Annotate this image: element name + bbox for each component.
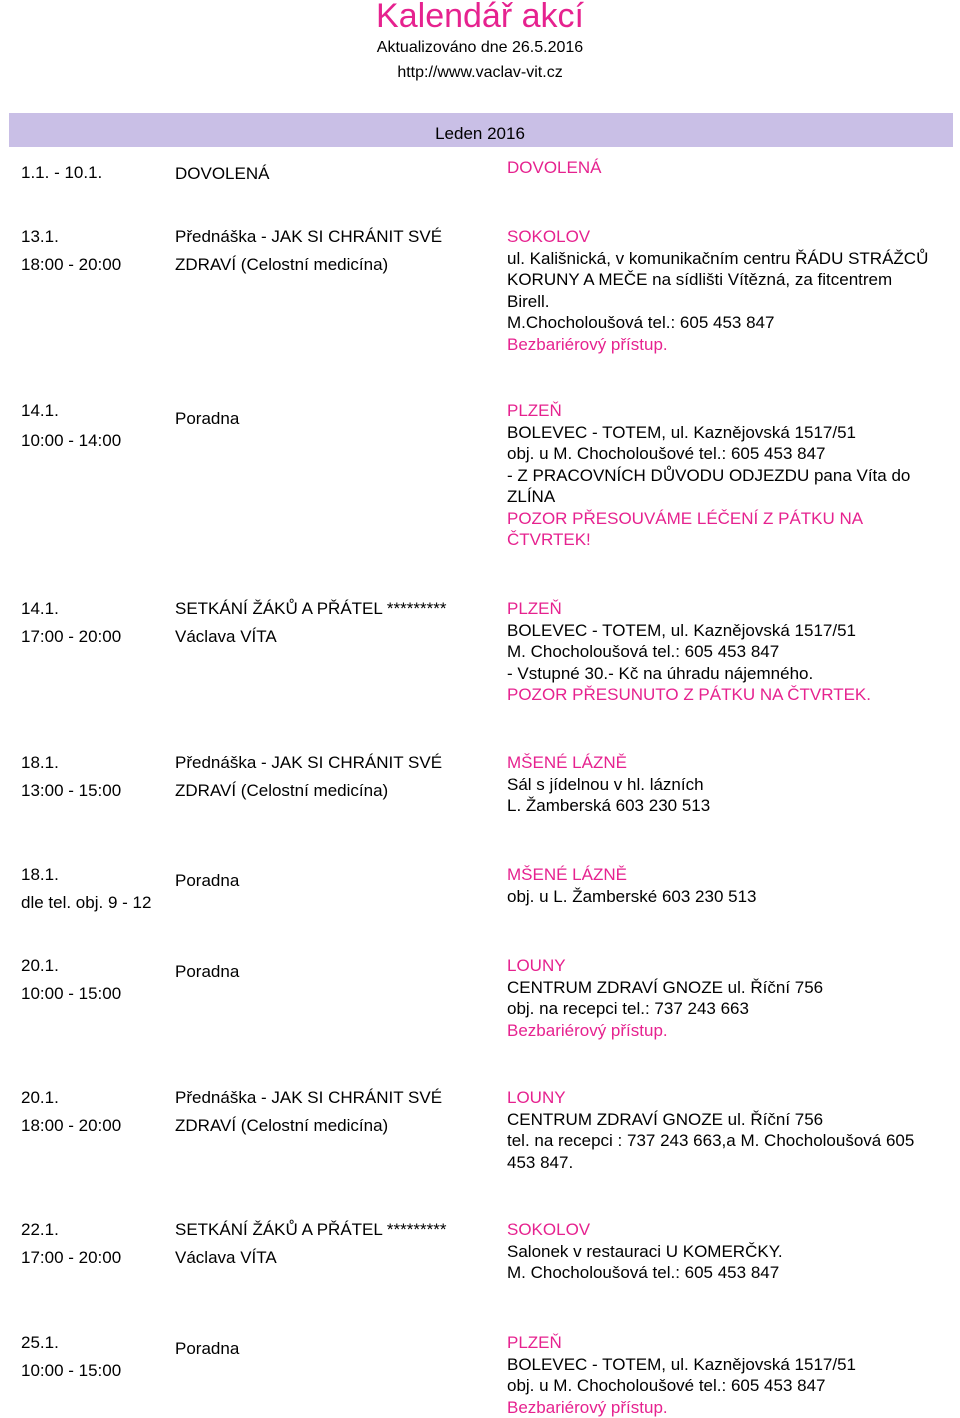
event-detail: CENTRUM ZDRAVÍ GNOZE ul. Říční 756 [507,1109,824,1129]
event-detail: M.Chocholoušová tel.: 605 453 847 [507,313,775,332]
event-location: LOUNY [507,956,566,975]
event-date: 13.1. [21,227,59,246]
event-name: Přednáška - JAK SI CHRÁNIT SVÉ [175,753,443,772]
event-time: dle tel. obj. 9 - 12 [21,893,152,912]
event-location: MŠENÉ LÁZNĚ [507,865,627,884]
event-date: 1.1. - 10.1. [21,163,103,182]
page-title: Kalendář akcí [376,0,584,35]
event-name: Přednáška - JAK SI CHRÁNIT SVÉ [175,227,443,246]
event-date: 14.1. [21,599,59,618]
event-name: Václava VÍTA [175,627,277,646]
event-name: SETKÁNÍ ŽÁKŮ A PŘÁTEL ********* [175,1220,447,1239]
event-name: DOVOLENÁ [175,164,270,183]
event-name: Václava VÍTA [175,1248,277,1267]
event-time: 10:00 - 15:00 [21,1361,122,1380]
event-time: 17:00 - 20:00 [21,1248,122,1267]
event-note: Bezbariérový přístup. [507,334,668,354]
event-name: ZDRAVÍ (Celostní medicína) [175,255,389,274]
page-header [0,0,960,83]
event-name: Přednáška - JAK SI CHRÁNIT SVÉ [175,1088,443,1107]
event-detail: ul. Kališnická, v komunikačním centru ŘÁDU STRÁŽCŮ [507,248,929,268]
event-time: 10:00 - 14:00 [21,431,122,450]
event-detail: ZLÍNA [507,487,556,506]
event-date: 20.1. [21,956,59,975]
event-location: LOUNY [507,1088,566,1107]
event-detail: tel. na recepci : 737 243 663,a M. Chocholoušová 605 [507,1131,915,1150]
event-note: Bezbariérový přístup. [507,1020,668,1040]
event-note: ČTVRTEK! [507,530,591,549]
event-location: SOKOLOV [507,227,591,246]
event-date: 18.1. [21,865,59,884]
event-name: Poradna [175,962,240,981]
event-location: PLZEŇ [507,599,562,618]
event-location: DOVOLENÁ [507,158,602,177]
event-name: Poradna [175,1339,240,1358]
event-name: Poradna [175,871,240,890]
website-link[interactable]: http://www.vaclav-vit.cz [397,64,563,81]
month-heading: Leden 2016 [435,124,525,143]
event-detail: Birell. [507,291,550,311]
event-time: 10:00 - 15:00 [21,984,122,1003]
updated-date: Aktualizováno dne 26.5.2016 [376,39,584,56]
event-date: 14.1. [21,401,59,420]
event-detail: M. Chocholoušová tel.: 605 453 847 [507,642,780,661]
event-detail: obj. u L. Žamberské 603 230 513 [507,886,757,906]
event-time: 13:00 - 15:00 [21,781,122,800]
event-detail: obj. u M. Chocholoušové tel.: 605 453 847 [507,1376,826,1395]
event-detail: BOLEVEC - TOTEM, ul. Kaznějovská 1517/51 [507,422,856,442]
event-detail: Sál s jídelnou v hl. lázních [507,774,704,794]
event-detail: KORUNY A MEČE na sídlišti Vítězná, za fitcentrem [507,270,893,289]
event-name: ZDRAVÍ (Celostní medicína) [175,1116,389,1135]
event-location: PLZEŇ [507,1333,562,1352]
event-name: Poradna [175,409,240,428]
event-detail: - Z PRACOVNÍCH DŮVODU ODJEZDU pana Víta do [507,465,911,485]
event-detail: obj. na recepci tel.: 737 243 663 [507,999,749,1018]
event-note: Bezbariérový přístup. [507,1397,668,1417]
event-date: 25.1. [21,1333,59,1352]
event-detail: CENTRUM ZDRAVÍ GNOZE ul. Říční 756 [507,977,824,997]
event-time: 18:00 - 20:00 [21,255,122,274]
event-name: SETKÁNÍ ŽÁKŮ A PŘÁTEL ********* [175,599,447,618]
event-location: MŠENÉ LÁZNĚ [507,753,627,772]
event-date: 22.1. [21,1220,59,1239]
event-time: 17:00 - 20:00 [21,627,122,646]
event-detail: L. Žamberská 603 230 513 [507,796,711,815]
event-detail: 453 847. [507,1152,574,1172]
event-date: 18.1. [21,753,59,772]
event-name: ZDRAVÍ (Celostní medicína) [175,781,389,800]
event-time: 18:00 - 20:00 [21,1116,122,1135]
event-note: POZOR PŘESUNUTO Z PÁTKU NA ČTVRTEK. [507,685,871,704]
event-note: POZOR PŘESOUVÁME LÉČENÍ Z PÁTKU NA [507,508,864,528]
event-detail: BOLEVEC - TOTEM, ul. Kaznějovská 1517/51 [507,1354,856,1374]
event-detail: Salonek v restauraci U KOMERČKY. [507,1241,783,1261]
event-detail: M. Chocholoušová tel.: 605 453 847 [507,1263,780,1282]
event-detail: BOLEVEC - TOTEM, ul. Kaznějovská 1517/51 [507,620,856,640]
event-date: 20.1. [21,1088,59,1107]
event-detail: obj. u M. Chocholoušové tel.: 605 453 847 [507,444,826,463]
event-detail: - Vstupné 30.- Kč na úhradu nájemného. [507,663,814,683]
event-location: PLZEŇ [507,401,562,420]
event-location: SOKOLOV [507,1220,591,1239]
